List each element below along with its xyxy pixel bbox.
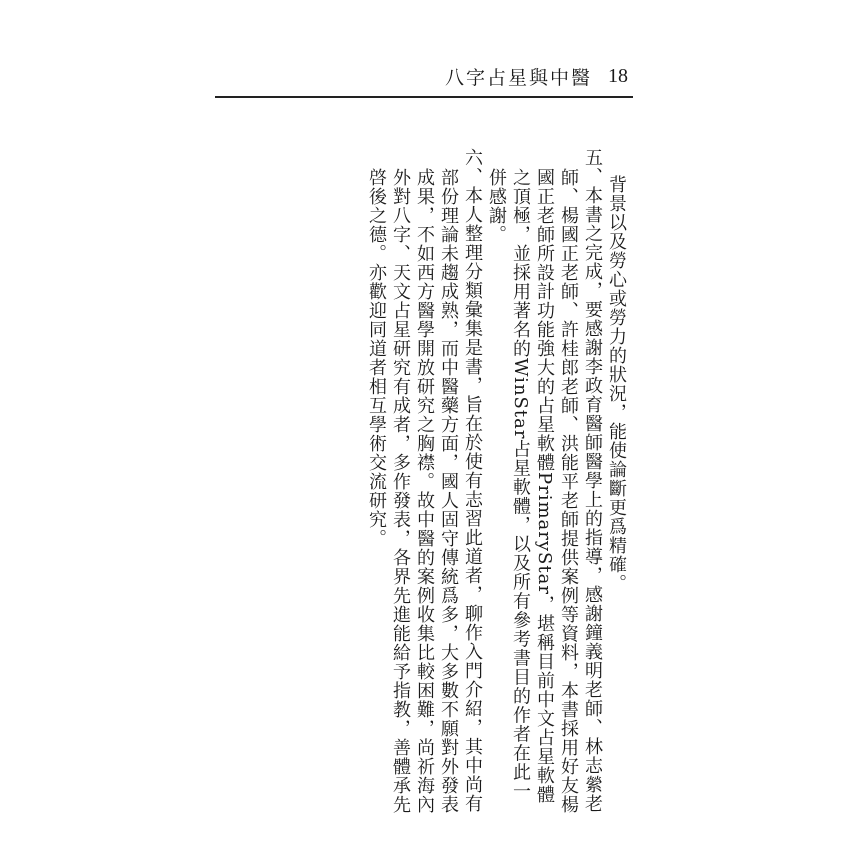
page-number: 18	[608, 64, 628, 87]
running-header	[445, 62, 628, 90]
header-rule	[215, 96, 633, 98]
paragraph-6: 六、本人整理分類彙集是書，旨在於使有志習此道者，聊作入門介紹，其中尚有部份理論未趨成熟，而中醫藥方面，國人固守傳統爲多，大多數不願對外發表成果，不如西方醫學開放研究之胸襟。故中醫的案例收集比較困難，尚祈海內外對八字、天文占星研究有成者，多作發表，各界先進能給予指教，善體承先啓後之德。亦歡迎同道者相互學術交流研究。	[366, 148, 483, 814]
paragraph-5: 五、本書之完成，要感謝李政育醫師醫學上的指導，感謝鐘義明老師、林志縈老師、楊國正老師、許桂郎老師、洪能平老師提供案例等資料，本書採用好友楊國正老師所設計功能強大的占星軟體PrimaryStar，堪稱目前中文占星軟體之頂極，並採用著名的WinStar占星軟體，以及所有參考書目的作者在此一併感謝。	[486, 148, 603, 814]
book-title: 八字占星與中醫	[444, 66, 592, 89]
paragraph-5-continuation: 背景以及勞心或勞力的狀況，能使論斷更爲精確。	[606, 175, 627, 593]
body-text	[366, 148, 628, 818]
